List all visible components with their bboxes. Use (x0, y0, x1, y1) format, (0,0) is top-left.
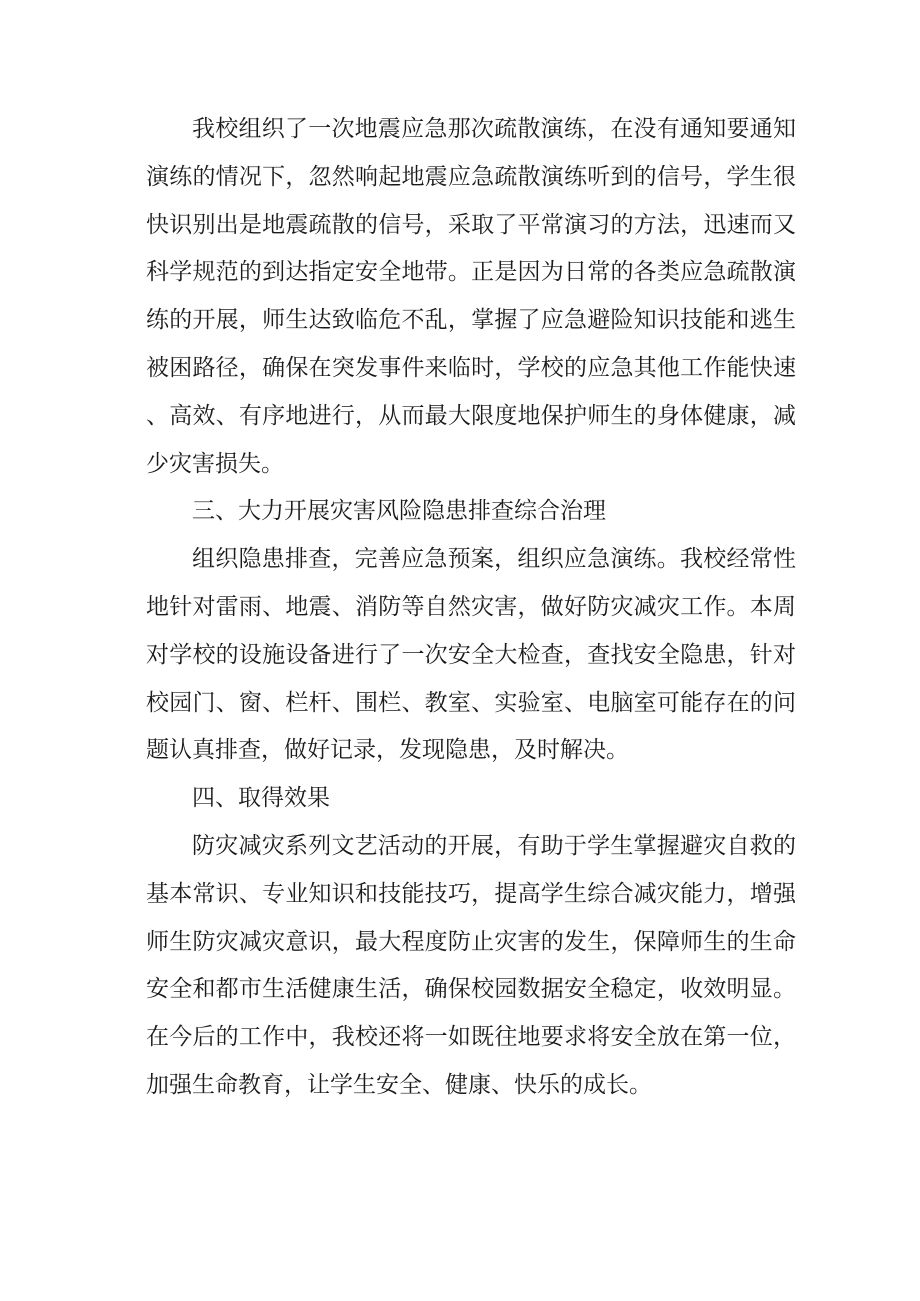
paragraph-inspection: 组织隐患排查，完善应急预案，组织应急演练。我校经常性地针对雷雨、地震、消防等自然灾害，做好防灾减灾工作。本周对学校的设施设备进行了一次安全大检查，查找安全隐患，针对校园门、窗、栏杆、围栏、教室、实验室、电脑室可能存在的问题认真排查，做好记录，发现隐患，及时解决。 (146, 546, 796, 764)
paragraph-results: 防灾减灾系列文艺活动的开展，有助于学生掌握避灾自救的基本常识、专业知识和技能技巧，提高学生综合减灾能力，增强师生防灾减灾意识，最大程度防止灾害的发生，保障师生的生命安全和都市生活健康生活，确保校园数据安全稳定，收效明显。在今后的工作中，我校还将一如既往地要求将安全放在第一位，加强生命教育，让学生安全、健康、快乐的成长。 (146, 832, 796, 1098)
section-heading-results: 四、取得效果 (192, 785, 330, 812)
section-heading-hazard-inspection: 三、大力开展灾害风险隐患排查综合治理 (192, 498, 606, 525)
paragraph-drill: 我校组织了一次地震应急那次疏散演练，在没有通知要通知演练的情况下，忽然响起地震应急疏散演练听到的信号，学生很快识别出是地震疏散的信号，采取了平常演习的方法，迅速而又科学规范的到达指定安全地带。正是因为日常的各类应急疏散演练的开展，师生达致临危不乱，掌握了应急避险知识技能和逃生被困路径，确保在突发事件来临时，学校的应急其他工作能快速、高效、有序地进行，从而最大限度地保护师生的身体健康，减少灾害损失。 (146, 116, 796, 477)
document-body (146, 106, 796, 1110)
